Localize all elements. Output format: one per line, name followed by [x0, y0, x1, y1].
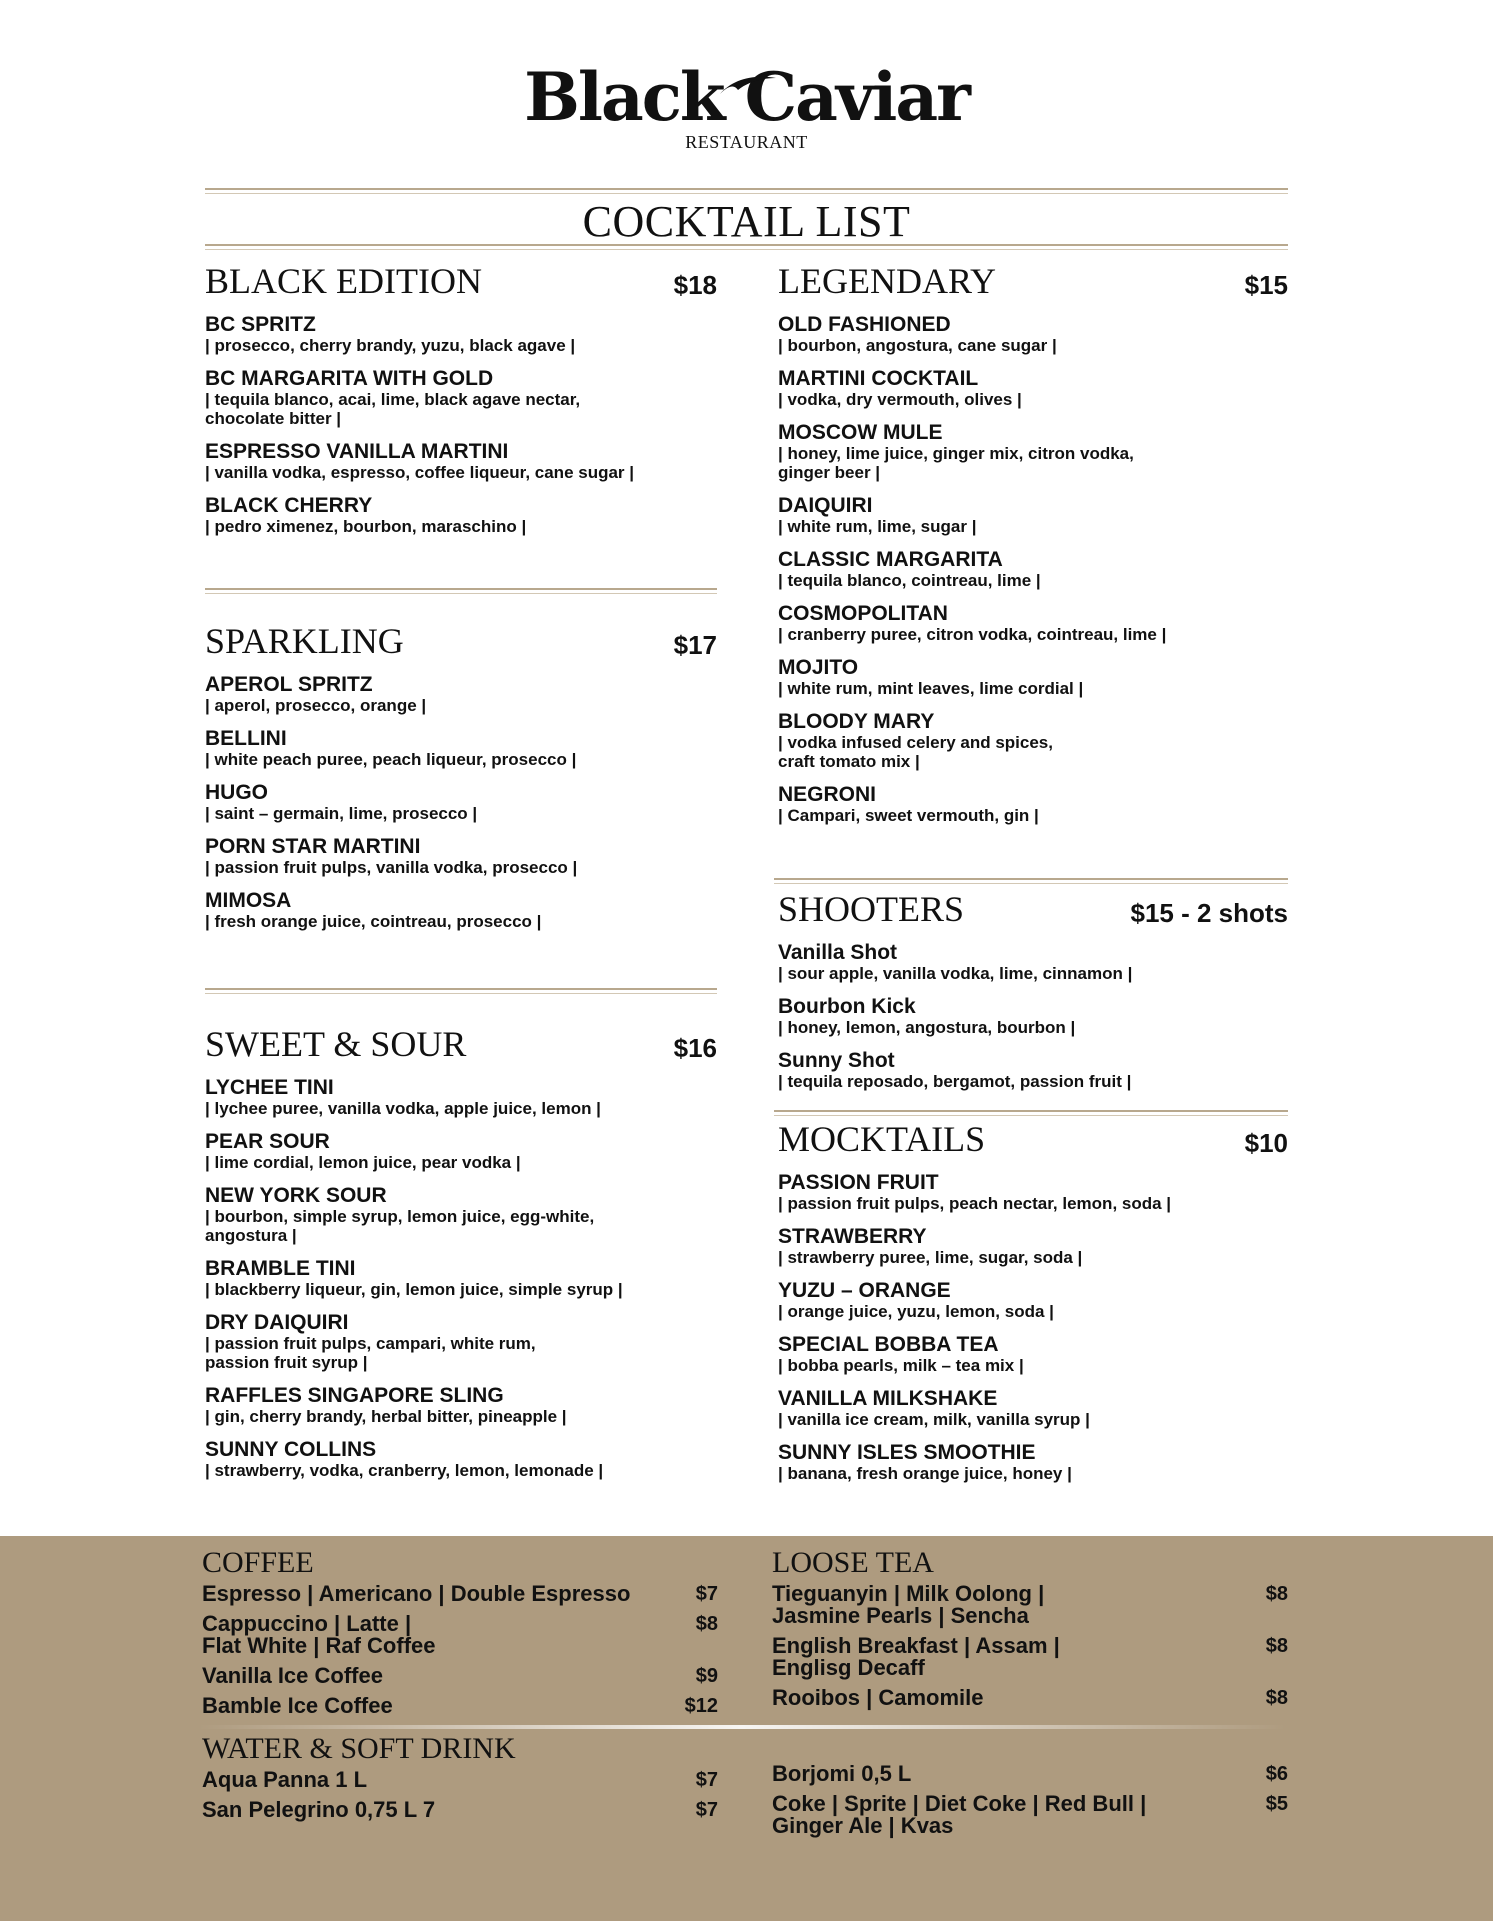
section-title: BLACK EDITION [205, 261, 482, 301]
item-name: NEGRONI [778, 783, 877, 806]
price-row [202, 1613, 718, 1657]
section-price: $15 - 2 shots [1130, 898, 1288, 928]
item-name: BC SPRITZ [205, 313, 316, 336]
item-name: YUZU – ORANGE [778, 1279, 951, 1302]
item-name: DAIQUIRI [778, 494, 873, 517]
section-shooters [778, 890, 1288, 1104]
item-description: | Campari, sweet vermouth, gin | [778, 806, 1039, 825]
price-row [772, 1583, 1288, 1627]
menu-item [778, 1280, 1288, 1321]
item-name: NEW YORK SOUR [205, 1184, 387, 1207]
item-name: BLACK CHERRY [205, 494, 373, 517]
row-name: English Breakfast | Assam | Englisg Decaff [772, 1633, 1060, 1680]
section-water-soft-drink [202, 1732, 718, 1829]
item-name: SPECIAL BOBBA TEA [778, 1333, 999, 1356]
row-price: $7 [695, 1799, 718, 1821]
row-name: Cappuccino | Latte | Flat White | Raf Coffee [202, 1611, 436, 1658]
item-list [778, 942, 1288, 1091]
menu-item [205, 1185, 717, 1245]
row-price: $8 [1265, 1635, 1288, 1657]
section-sparkling [205, 622, 717, 944]
item-description: | passion fruit pulps, vanilla vodka, prosecco | [205, 858, 578, 877]
item-description: | strawberry puree, lime, sugar, soda | [778, 1248, 1083, 1267]
item-name: Bourbon Kick [778, 995, 916, 1018]
item-name: Vanilla Shot [778, 941, 898, 964]
item-list [205, 314, 717, 536]
price-row [772, 1763, 1288, 1785]
item-description: | passion fruit pulps, peach nectar, lemon, soda | [778, 1194, 1172, 1213]
row-list [202, 1769, 718, 1821]
page-title: COCKTAIL LIST [582, 197, 911, 246]
menu-item [205, 495, 717, 536]
row-price: $8 [1265, 1687, 1288, 1709]
item-name: BRAMBLE TINI [205, 1257, 356, 1280]
menu-item [205, 1077, 717, 1118]
section-price: $15 [1244, 270, 1288, 300]
section-title: SHOOTERS [778, 889, 965, 929]
price-row [202, 1769, 718, 1791]
left-column [205, 262, 717, 1522]
price-row [202, 1583, 718, 1605]
item-description: | bobba pearls, milk – tea mix | [778, 1356, 1024, 1375]
price-row [772, 1793, 1288, 1837]
item-description: | tequila reposado, bergamot, passion fruit | [778, 1072, 1132, 1091]
item-list [205, 1077, 717, 1480]
row-price: $8 [695, 1613, 718, 1635]
row-name: Borjomi 0,5 L [772, 1761, 912, 1786]
item-description: | lime cordial, lemon juice, pear vodka | [205, 1153, 521, 1172]
row-price: $7 [695, 1583, 718, 1605]
row-price: $9 [695, 1665, 718, 1687]
section-price: $17 [673, 630, 717, 660]
section-title: MOCKTAILS [778, 1119, 986, 1159]
row-name: Vanilla Ice Coffee [202, 1663, 383, 1688]
row-price: $7 [695, 1769, 718, 1791]
item-description: | passion fruit pulps, campari, white rum, passion fruit syrup | [205, 1334, 536, 1372]
item-name: SUNNY COLLINS [205, 1438, 377, 1461]
logo-subtitle: RESTAURANT [685, 132, 808, 152]
section-divider [774, 1110, 1288, 1112]
item-name: MARTINI COCKTAIL [778, 367, 979, 390]
menu-item [778, 1226, 1288, 1267]
item-description: | prosecco, cherry brandy, yuzu, black agave | [205, 336, 576, 355]
row-name: Coke | Sprite | Diet Coke | Red Bull | Ginger Ale | Kvas [772, 1791, 1147, 1838]
item-description: | vodka infused celery and spices, craft tomato mix | [778, 733, 1053, 771]
item-name: MOSCOW MULE [778, 421, 943, 444]
item-name: ESPRESSO VANILLA MARTINI [205, 440, 509, 463]
item-name: BELLINI [205, 727, 287, 750]
menu-item [778, 603, 1288, 644]
section-title: SPARKLING [205, 621, 404, 661]
item-description: | gin, cherry brandy, herbal bitter, pineapple | [205, 1407, 567, 1426]
title-rule-bottom [205, 244, 1288, 246]
item-name: APEROL SPRITZ [205, 673, 373, 696]
item-name: VANILLA MILKSHAKE [778, 1387, 998, 1410]
section-divider [205, 588, 717, 590]
item-name: OLD FASHIONED [778, 313, 951, 336]
menu-item [205, 1312, 717, 1372]
item-name: STRAWBERRY [778, 1225, 927, 1248]
row-name: San Pelegrino 0,75 L 7 [202, 1797, 436, 1822]
item-description: | tequila blanco, cointreau, lime | [778, 571, 1041, 590]
section-mocktails [778, 1120, 1288, 1496]
menu-item [205, 368, 717, 428]
item-name: RAFFLES SINGAPORE SLING [205, 1384, 504, 1407]
menu-item [205, 1258, 717, 1299]
item-description: | honey, lime juice, ginger mix, citron vodka, ginger beer | [778, 444, 1134, 482]
item-description: | aperol, prosecco, orange | [205, 696, 427, 715]
menu-item [778, 1388, 1288, 1429]
item-description: | sour apple, vanilla vodka, lime, cinnamon | [778, 964, 1133, 983]
price-row [202, 1665, 718, 1687]
item-description: | banana, fresh orange juice, honey | [778, 1464, 1072, 1483]
menu-item [778, 711, 1288, 771]
menu-item [778, 1442, 1288, 1483]
section-title: WATER & SOFT DRINK [202, 1732, 516, 1765]
row-name: Bamble Ice Coffee [202, 1693, 393, 1718]
menu-item [205, 1439, 717, 1480]
menu-item [205, 1385, 717, 1426]
item-description: | fresh orange juice, cointreau, prosecco | [205, 912, 542, 931]
title-rule-top [205, 188, 1288, 190]
section-black-edition [205, 262, 717, 549]
menu-item [205, 728, 717, 769]
section-coffee [202, 1546, 718, 1725]
item-list [778, 1172, 1288, 1483]
row-name: Tieguanyin | Milk Oolong | Jasmine Pearls | Sencha [772, 1581, 1045, 1628]
right-column [778, 262, 1288, 1522]
row-list [202, 1583, 718, 1717]
menu-item [778, 549, 1288, 590]
price-row [202, 1695, 718, 1717]
row-price: $12 [684, 1695, 718, 1717]
item-name: LYCHEE TINI [205, 1076, 334, 1099]
section-sweet-sour [205, 1025, 717, 1493]
menu-item [205, 782, 717, 823]
row-list [772, 1583, 1288, 1709]
menu-item [778, 1172, 1288, 1213]
section-title: LOOSE TEA [772, 1546, 934, 1579]
item-name: SUNNY ISLES SMOOTHIE [778, 1441, 1036, 1464]
item-list [778, 314, 1288, 825]
menu-item [205, 674, 717, 715]
item-description: | white rum, mint leaves, lime cordial | [778, 679, 1084, 698]
menu-item [778, 422, 1288, 482]
section-title: LEGENDARY [778, 261, 996, 301]
item-description: | white peach puree, peach liqueur, prosecco | [205, 750, 577, 769]
item-name: PORN STAR MARTINI [205, 835, 421, 858]
panel-divider [198, 1725, 1286, 1729]
menu-item [205, 1131, 717, 1172]
row-name: Aqua Panna 1 L [202, 1767, 368, 1792]
item-description: | pedro ximenez, bourbon, maraschino | [205, 517, 527, 536]
menu-item [778, 1050, 1288, 1091]
row-price: $8 [1265, 1583, 1288, 1605]
section-price: $18 [673, 270, 717, 300]
item-name: PASSION FRUIT [778, 1171, 939, 1194]
item-list [205, 674, 717, 931]
section-legendary [778, 262, 1288, 838]
section-title: COFFEE [202, 1546, 314, 1579]
row-name: Rooibos | Camomile [772, 1685, 984, 1710]
menu-item [205, 314, 717, 355]
menu-item [778, 942, 1288, 983]
section-divider [774, 878, 1288, 880]
section-price: $10 [1244, 1128, 1288, 1158]
row-name: Espresso | Americano | Double Espresso [202, 1581, 631, 1606]
item-name: COSMOPOLITAN [778, 602, 948, 625]
item-description: | saint – germain, lime, prosecco | [205, 804, 478, 823]
menu-item [778, 1334, 1288, 1375]
item-description: | strawberry, vodka, cranberry, lemon, lemonade | [205, 1461, 604, 1480]
item-description: | vanilla vodka, espresso, coffee liqueur, cane sugar | [205, 463, 635, 482]
menu-item [778, 784, 1288, 825]
section-price: $16 [673, 1033, 717, 1063]
item-name: HUGO [205, 781, 268, 804]
price-row [772, 1687, 1288, 1709]
item-description: | bourbon, angostura, cane sugar | [778, 336, 1057, 355]
menu-item [778, 996, 1288, 1037]
row-price: $5 [1265, 1793, 1288, 1815]
item-description: | vanilla ice cream, milk, vanilla syrup | [778, 1410, 1090, 1429]
item-name: BC MARGARITA WITH GOLD [205, 367, 494, 390]
item-description: | lychee puree, vanilla vodka, apple juice, lemon | [205, 1099, 601, 1118]
menu-item [778, 495, 1288, 536]
row-price: $6 [1265, 1763, 1288, 1785]
item-name: MIMOSA [205, 889, 292, 912]
menu-item [205, 890, 717, 931]
section-soft-drinks-right [772, 1763, 1288, 1845]
menu-item [205, 441, 717, 482]
section-title: SWEET & SOUR [205, 1024, 467, 1064]
menu-item [778, 314, 1288, 355]
price-row [772, 1635, 1288, 1679]
item-name: CLASSIC MARGARITA [778, 548, 1003, 571]
item-name: MOJITO [778, 656, 859, 679]
logo-name: Black Caviar [524, 58, 969, 136]
section-divider [205, 988, 717, 990]
item-name: PEAR SOUR [205, 1130, 330, 1153]
item-description: | tequila blanco, acai, lime, black agave nectar, chocolate bitter | [205, 390, 581, 428]
item-name: BLOODY MARY [778, 710, 935, 733]
item-description: | honey, lemon, angostura, bourbon | [778, 1018, 1076, 1037]
item-description: | cranberry puree, citron vodka, cointreau, lime | [778, 625, 1167, 644]
row-list [772, 1763, 1288, 1837]
item-description: | bourbon, simple syrup, lemon juice, egg-white, angostura | [205, 1207, 595, 1245]
menu-item [778, 368, 1288, 409]
section-loose-tea [772, 1546, 1288, 1717]
item-description: | blackberry liqueur, gin, lemon juice, simple syrup | [205, 1280, 623, 1299]
caviar-swoosh-icon [718, 72, 778, 98]
item-description: | orange juice, yuzu, lemon, soda | [778, 1302, 1054, 1321]
item-description: | vodka, dry vermouth, olives | [778, 390, 1022, 409]
price-row [202, 1799, 718, 1821]
menu-item [205, 836, 717, 877]
bottom-panel [0, 1536, 1493, 1921]
menu-item [778, 657, 1288, 698]
item-name: Sunny Shot [778, 1049, 895, 1072]
item-description: | white rum, lime, sugar | [778, 517, 977, 536]
item-name: DRY DAIQUIRI [205, 1311, 349, 1334]
